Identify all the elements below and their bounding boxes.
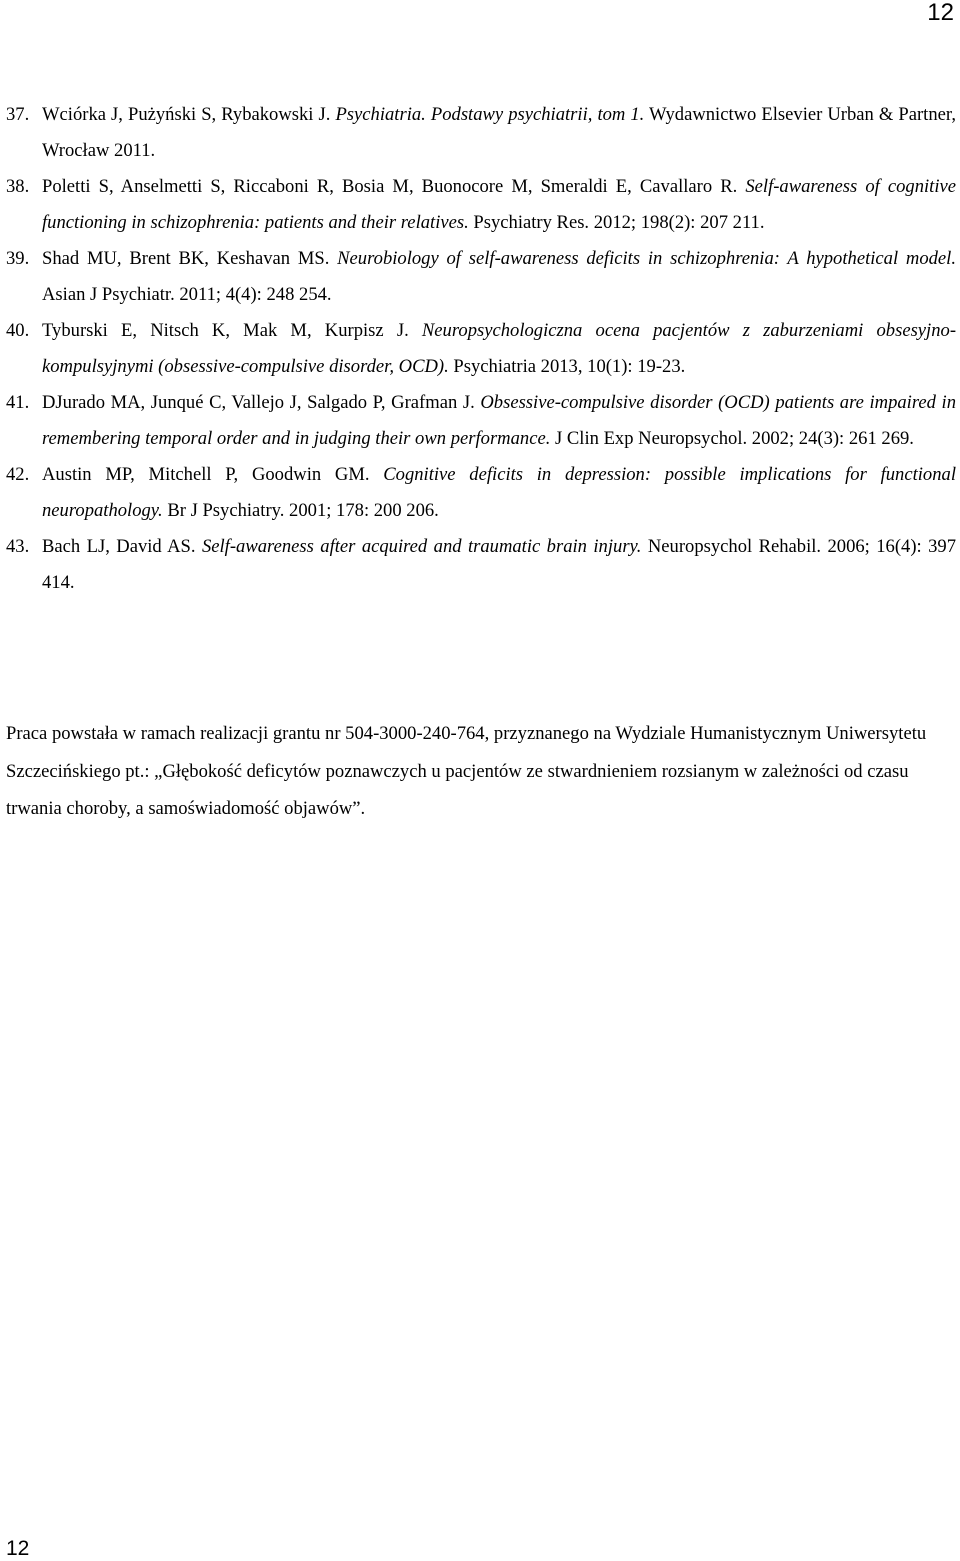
reference-item-43 <box>6 529 956 601</box>
reference-number: 43. <box>6 536 30 557</box>
reference-text <box>42 169 956 241</box>
reference-number: 39. <box>6 248 30 269</box>
reference-text <box>42 529 956 601</box>
reference-title: Cognitive deficits in depression: possible implications for functional neuropathology. <box>42 464 956 521</box>
reference-source: Neuropsychol Rehabil. 2006; 16(4): 397 414. <box>42 536 957 593</box>
reference-number: 37. <box>6 104 30 125</box>
reference-authors: Tyburski E, Nitsch K, Mak M, Kurpisz J. <box>42 320 422 341</box>
reference-authors: Poletti S, Anselmetti S, Riccaboni R, Bosia M, Buonocore M, Smeraldi E, Cavallaro R. <box>42 176 746 197</box>
reference-source: Psychiatria 2013, 10(1): 19-23. <box>448 356 686 377</box>
reference-number: 41. <box>6 392 30 413</box>
page-number-bottom: 12 <box>6 1537 30 1560</box>
reference-source: Br J Psychiatry. 2001; 178: 200 206. <box>162 500 439 521</box>
reference-title: Self-awareness of cognitive functioning in schizophrenia: patients and their relatives. <box>42 176 957 233</box>
reference-number: 38. <box>6 176 30 197</box>
reference-text <box>42 97 956 169</box>
page-number-top: 12 <box>927 0 954 26</box>
reference-number: 42. <box>6 464 30 485</box>
reference-title: Self-awareness after acquired and traumatic brain injury. <box>201 536 642 557</box>
reference-item-37 <box>6 97 956 169</box>
reference-authors: Shad MU, Brent BK, Keshavan MS. <box>42 248 338 269</box>
reference-text <box>42 313 956 385</box>
reference-authors: Bach LJ, David AS. <box>42 536 202 557</box>
reference-source: Psychiatry Res. 2012; 198(2): 207 211. <box>468 212 765 233</box>
reference-authors: Wciórka J, Pużyński S, Rybakowski J. <box>42 104 336 125</box>
reference-title: Obsessive-compulsive disorder (OCD) patients are impaired in remembering temporal order and in judging their own performance. <box>42 392 957 449</box>
reference-authors: Austin MP, Mitchell P, Goodwin GM. <box>42 464 384 485</box>
reference-source: Wydawnictwo Elsevier Urban & Partner, Wrocław 2011. <box>42 104 956 161</box>
reference-source: Asian J Psychiatr. 2011; 4(4): 248 254. <box>42 284 332 305</box>
reference-title: Neurobiology of self-awareness deficits in schizophrenia: A hypothetical model. <box>337 248 956 269</box>
funding-note: Praca powstała w ramach realizacji grantu nr 504-3000-240-764, przyznanego na Wydziale Humanistycznym Uniwersytetu Szczecińskiego pt.: „Głębokość deficytów poznawczych u pacjentów ze stwardnieniem rozsianym w zależności od czasu trwania choroby, a samoświadomość objawów”. <box>6 723 927 819</box>
reference-title: Psychiatria. Podstawy psychiatrii, tom 1. <box>335 104 645 125</box>
reference-title: Neuropsychologiczna ocena pacjentów z zaburzeniami obsesyjno-kompulsyjnymi (obsessive-compulsive disorder, OCD). <box>42 320 957 377</box>
reference-list <box>6 97 956 601</box>
reference-item-41 <box>6 385 956 457</box>
reference-item-38 <box>6 169 956 241</box>
reference-number: 40. <box>6 320 30 341</box>
reference-text <box>42 385 956 457</box>
reference-source: J Clin Exp Neuropsychol. 2002; 24(3): 261 269. <box>550 428 914 449</box>
reference-text <box>42 457 956 529</box>
reference-text <box>42 241 956 313</box>
reference-item-40 <box>6 313 956 385</box>
reference-item-42 <box>6 457 956 529</box>
reference-item-39 <box>6 241 956 313</box>
reference-authors: DJurado MA, Junqué C, Vallejo J, Salgado P, Grafman J. <box>42 392 481 413</box>
